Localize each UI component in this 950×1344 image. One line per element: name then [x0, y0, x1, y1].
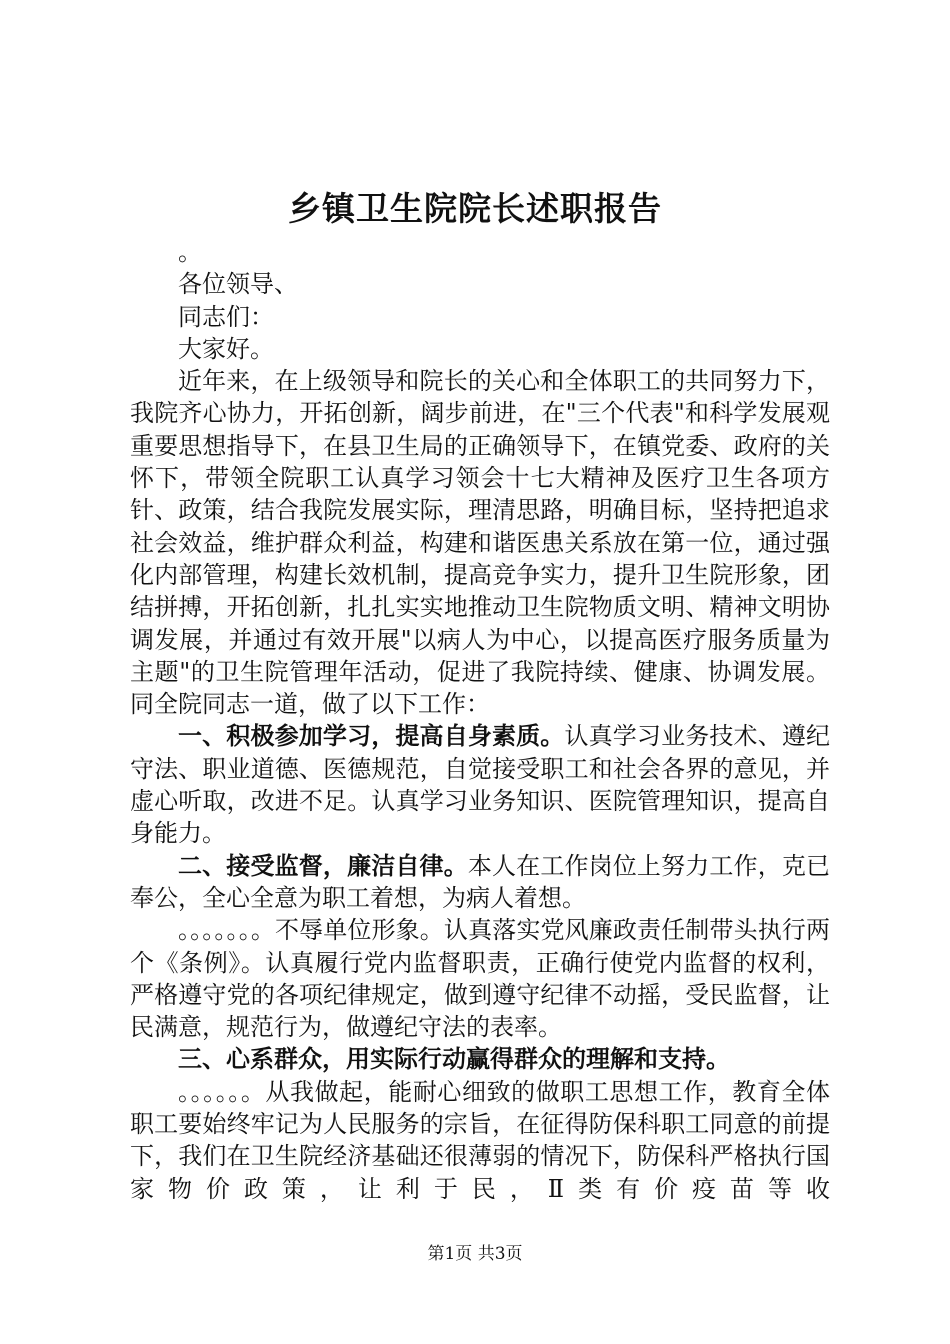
- greeting-dot: 。: [178, 238, 202, 266]
- section-1-heading: 一、积极参加学习，提高自身素质。: [178, 722, 565, 751]
- section-2-heading: 二、接受监督，廉洁自律。: [178, 851, 468, 880]
- section-2-paragraph-2: 。。。。。。。不辱单位形象。认真落实党风廉政责任制带头执行两个《条例》。认真履行党内监督职责，正确行使党内监督的权利，严格遵守党的各项纪律规定，做到遵守纪律不动摇，受民监督，让民满意，规范行为，做遵纪守法的表率。: [130, 916, 830, 1042]
- section-3-paragraph: 。。。。。。从我做起，能耐心细致的做职工思想工作，教育全体职工要始终牢记为人民服务的宗旨，在征得防保科职工同意的前提下，我们在卫生院经济基础还很薄弱的情况下，防保科严格执行国家物价政策，让利于民，Ⅱ类有价疫苗等收: [130, 1077, 830, 1203]
- greeting-line: 同志们：: [178, 302, 274, 331]
- greeting-line: 各位领导、: [178, 270, 298, 299]
- section-1-text: 认真学习业务技术、遵纪守法、职业道德、医德规范，自觉接受职工和社会各界的意见，并虚心听取，改进不足。认真学习业务知识、医院管理知识，提高自身能力。: [130, 722, 831, 848]
- document-body: [130, 236, 830, 1205]
- greeting-line: 大家好。: [178, 334, 274, 363]
- page-footer: 第1页 共3页: [427, 1244, 523, 1264]
- section-2-text: 本人在工作岗位上努力工作，克已奉公，全心全意为职工着想，为病人着想。: [130, 851, 831, 912]
- section-2-paragraph: [130, 850, 830, 915]
- section-1-paragraph: [130, 720, 830, 849]
- intro-paragraph: 近年来，在上级领导和院长的关心和全体职工的共同努力下，我院齐心协力，开拓创新，阔步前进，在"三个代表"和科学发展观重要思想指导下，在县卫生局的正确领导下，在镇党委、政府的关怀下，带领全院职工认真学习领会十七大精神及医疗卫生各项方针、政策，结合我院发展实际，理清思路，明确目标，坚持把追求社会效益，维护群众利益，构建和谐医患关系放在第一位，通过强化内部管理，构建长效机制，提高竞争实力，提升卫生院形象，团结拼搏，开拓创新，扎扎实实地推动卫生院物质文明、精神文明协调发展，并通过有效开展"以病人为中心，以提高医疗服务质量为主题"的卫生院管理年活动，促进了我院持续、健康、协调发展。同全院同志一道，做了以下工作：: [130, 367, 830, 719]
- section-3-heading: 三、心系群众，用实际行动赢得群众的理解和支持。: [178, 1045, 730, 1074]
- section-3-heading-paragraph: [130, 1043, 830, 1075]
- document-title: 乡镇卫生院院长述职报告: [288, 189, 662, 228]
